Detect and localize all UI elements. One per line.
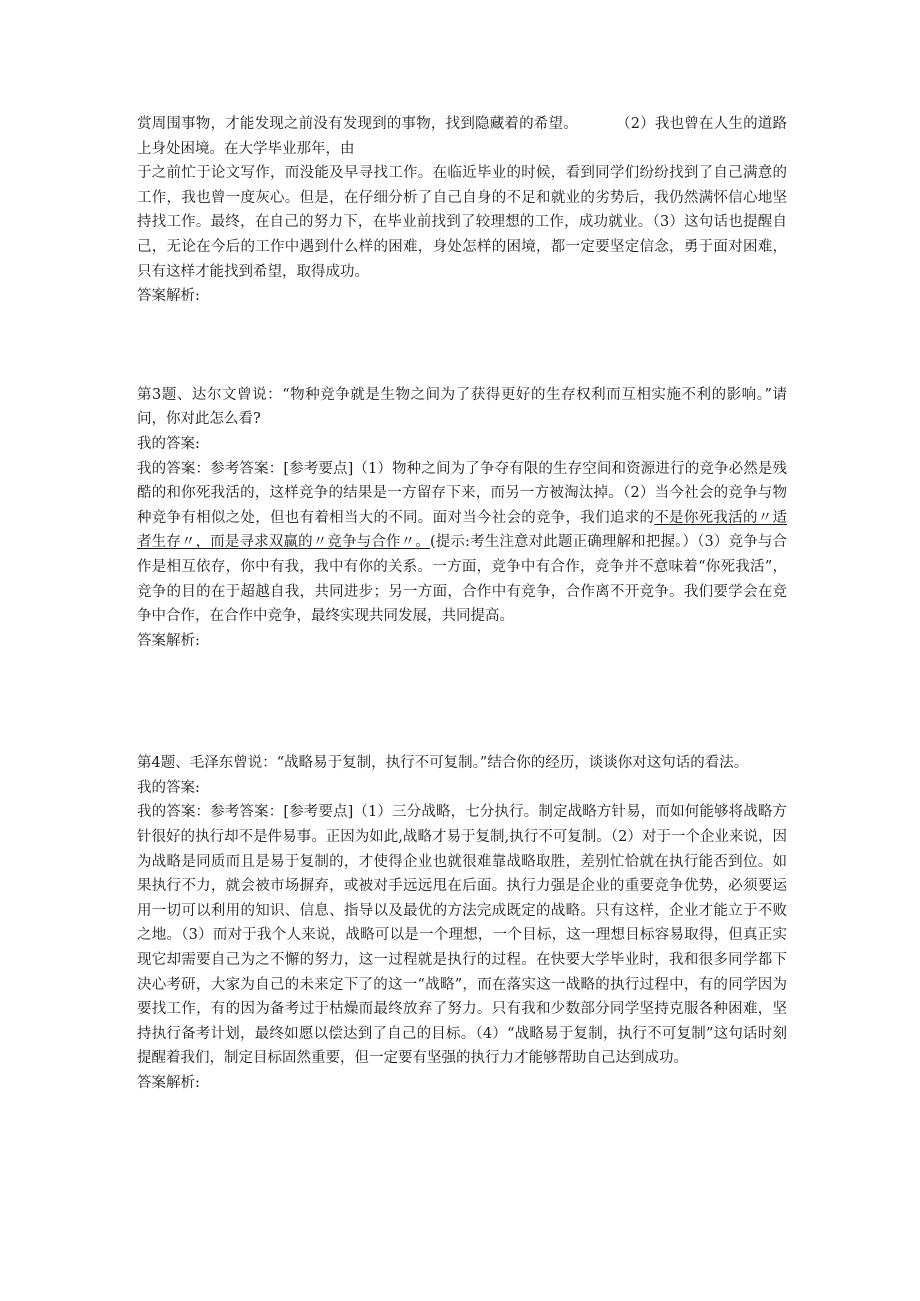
question3-answer-part2: (提示:考生注意对此题正确理解和把握。）（3）竞争与合作是相互依存，你中有我，我中有你的关系。一方面，竞争中有合作，竞争并不意味着“你死我活”，竞争的目的在于超越自我，共同进步；另一方面，合作中有竞争，合作离不开竞争。我们要学会在竞争中合作，在合作中竞争，最终实现共同发展，共同提高。: [137, 534, 788, 625]
spacer: [137, 309, 787, 383]
question3-answer-underlined: 不是你死我活的〃适者生存〃，而是寻求双赢的〃竞争与合作〃。: [137, 509, 787, 551]
spacer: [137, 653, 787, 751]
document-page: [137, 112, 787, 1096]
section1-line1b: （2）我也曾在人生的道路上身处困境。在大学毕业那年，由: [137, 116, 787, 157]
question3-my-answer-label: 我的答案:: [137, 435, 200, 452]
question3-analysis-label: 答案解析:: [137, 632, 200, 649]
section1-line1a: 赏周围事物，才能发现之前没有发现到的事物，找到隐藏着的希望。: [137, 116, 578, 132]
question3-answer: [137, 457, 787, 629]
section1-analysis-label: 答案解析:: [137, 288, 200, 305]
question3-answer-part1: 我的答案：参考答案：[参考要点]（1）物种之间为了争夺有限的生存空间和资源进行的竞争必然是残酷的和你死我活的，这样竞争的结果是一方留存下来，而另一方被淘汰掉。（2）当今社会的竞争与物种竞争有相似之处，但也有着相当大的不同。面对当今社会的竞争，我们追求的: [137, 460, 787, 526]
question4-answer: 我的答案：参考答案：[参考要点]（1）三分战略，七分执行。制定战略方针易，而如何能够将战略方针很好的执行却不是件易事。正因为如此,战略才易于复制,执行不可复制。（2）对于一个企业来说，因为战略是同质而且是易于复制的，才使得企业也就很难靠战略取胜，差别忙恰就在执行能否到位。如果执行不力，就会被市场摒弃，或被对手远远甩在后面。执行力强是企业的重要竞争优势，必须要运用一切可以利用的知识、信息、指导以及最优的方法完成既定的战略。只有这样，企业才能立于不败之地。（3）而对于我个人来说，战略可以是一个理想，一个目标，这一理想目标容易取得，但真正实现它却需要自己为之不懈的努力，这一过程就是执行的过程。在快要大学毕业时，我和很多同学都下决心考研，大家为自己的未来定下了的这一“战略”，而在落实这一战略的执行过程中，有的同学因为要找工作，有的因为备考过于枯燥而最终放弃了努力。只有我和少数部分同学坚持克服各种困难，坚持执行备考计划，最终如愿以偿达到了自己的目标。（4）“战略易于复制，执行不可复制”这句话时刻提醒着我们，制定目标固然重要，但一定要有坚强的执行力才能够帮助自己达到成功。: [137, 804, 787, 1067]
question3-title: 第3题、达尔文曾说：“物种竞争就是生物之间为了获得更好的生存权利而互相实施不利的影响。”请问，你对此怎么看?: [137, 386, 787, 428]
section1-body: 于之前忙于论文写作，而没能及早寻找工作。在临近毕业的时候，看到同学们纷纷找到了自己满意的工作，我也曾一度灰心。但是，在仔细分析了自己自身的不足和就业的劣势后，我仍然满怀信心地坚持找工作。最终，在自己的努力下，在毕业前找到了较理想的工作，成功就业。（3）这句话也提醒自己，无论在今后的工作中遇到什么样的困难，身处怎样的困境，都一定要坚定信念，勇于面对困难，只有这样才能找到希望，取得成功。: [137, 165, 787, 280]
question4-title: 第4题、毛泽东曾说：“战略易于复制，执行不可复制。”结合你的经历，谈谈你对这句话的看法。: [137, 755, 749, 772]
question4-my-answer-label: 我的答案:: [137, 779, 200, 796]
section1-intro: [137, 112, 787, 161]
question4-analysis-label: 答案解析:: [137, 1075, 200, 1091]
